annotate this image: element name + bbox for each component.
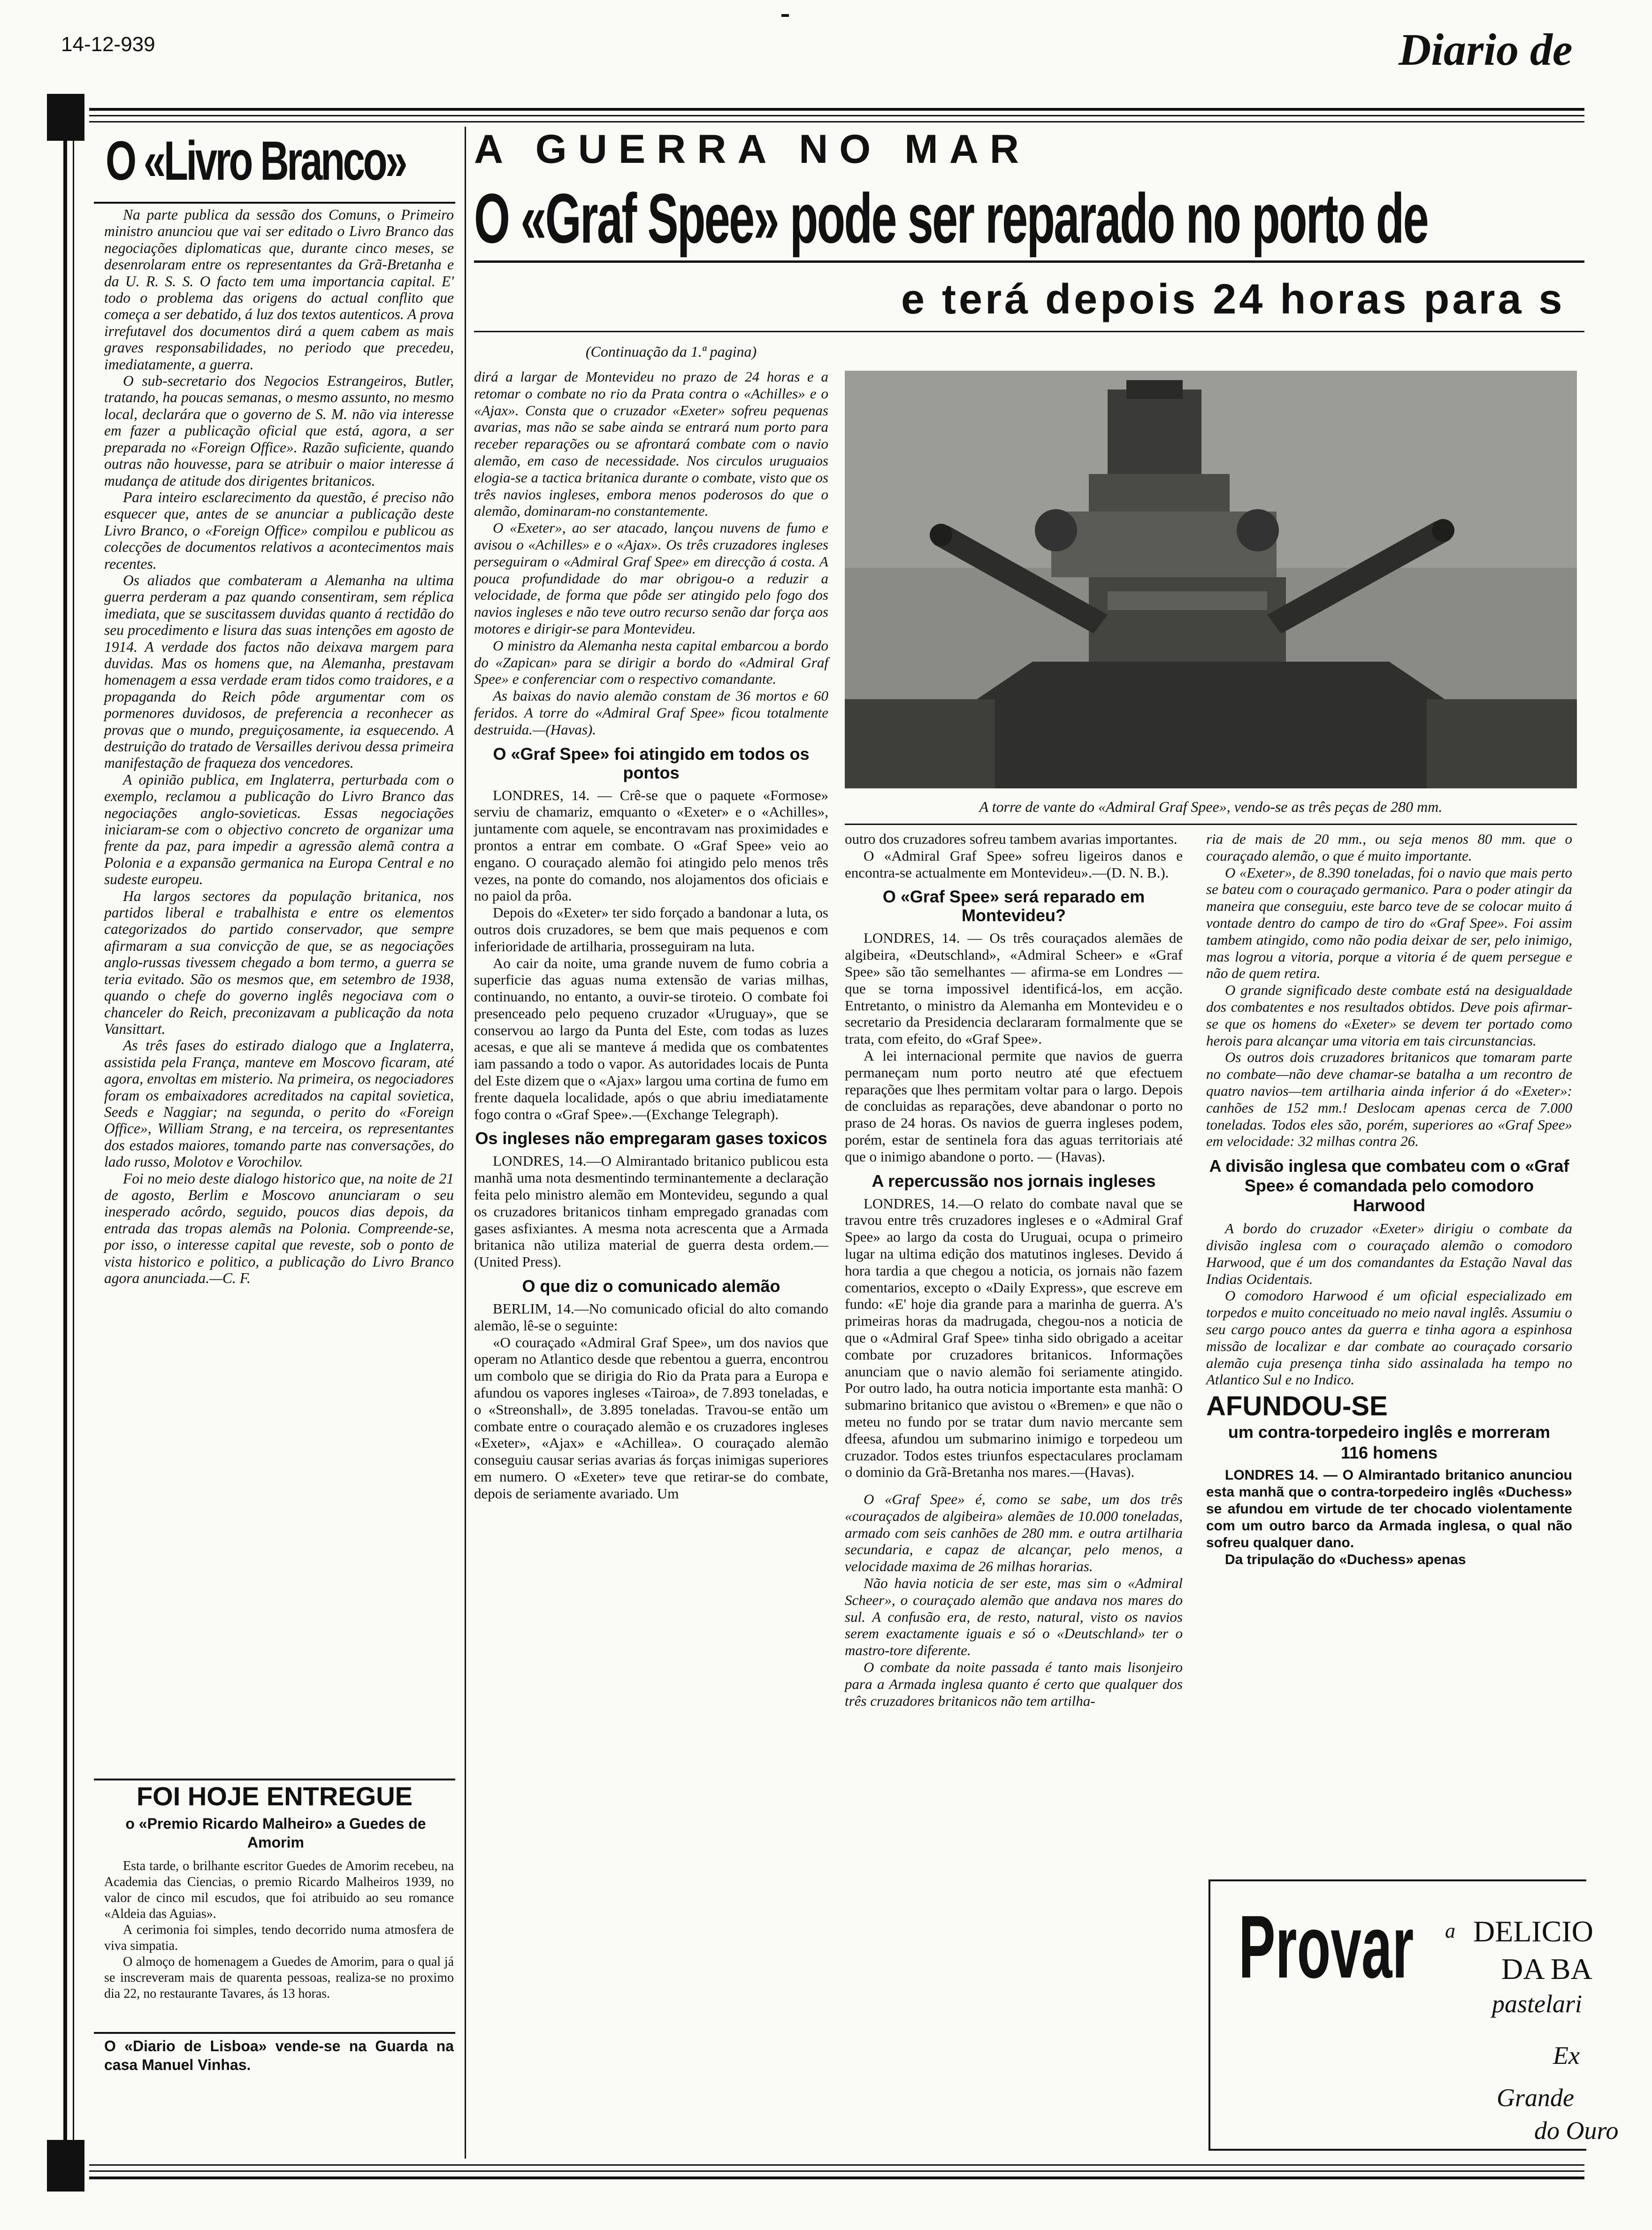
article-paragraph: O sub-secretario dos Negocios Estrangeiros, Butler, tratando, ha poucas semanas, o mesmo assunto, no mesmo local, declarára que o governo de S. M. não via interesse em fazer a publicação oficial que está, agora, a ser preparada no «Foreign Office». Razão suficiente, quando outras não houvesse, para se atribuir o maior interesse á mudança de atitude dos dirigentes britanicos.	[104, 373, 454, 489]
livro-branco-article	[104, 206, 454, 1286]
section-kicker: A GUERRA NO MAR	[474, 127, 1030, 172]
article-paragraph: As baixas do navio alemão constam de 36 mortos e 60 feridos. A torre do «Admiral Graf Spee» ficou totalmente destruida.—(Havas).	[474, 687, 828, 738]
col2-article	[474, 368, 828, 1502]
col-rule-1	[465, 127, 466, 2159]
ad-line1: DELICIO	[1473, 1915, 1593, 1948]
article-paragraph: A opinião publica, em Inglaterra, perturbada com o exemplo, reclamou a publicação do Livro Branco das negociações anglo-sovieticas. Essas negociações iniciaram-se com o objectivo concreto de organizar uma frente da paz, para impedir a agressão alemã contra a Polonia e a expansão germanica na Europa Central e no sudeste europeu.	[104, 771, 454, 888]
bottom-rule-1	[89, 2164, 1584, 2166]
battleship-turret-graphic	[845, 371, 1577, 788]
article-paragraph: Na parte publica da sessão dos Comuns, o Primeiro ministro anunciou que vai ser editado o Livro Branco das negociações diplomaticas que, durante cinco meses, se desenrolaram entre os representantes da Grã-Bretanha e da U. R. S. S. O facto tem uma importancia capital. E' todo o problema das origens do actual conflito que começa a ser debatido, á luz dos textos autenticos. A prova irrefutavel dos documentos dirá a quem cabem as mais graves responsabilidades, no periodo que precedeu, imediatamente, a guerra.	[104, 206, 454, 373]
page-date: 14-12-939	[61, 33, 155, 56]
bottom-rule-3	[89, 2177, 1584, 2179]
article-paragraph: Foi no meio deste dialogo historico que, na noite de 21 de agosto, Berlim e Moscovo anunciaram o seu inesperado acôrdo, seguido, poucos dias depois, da entrada das tropas alemãs na Polonia. Compreende-se, por isso, o interesse capital que reveste, sob o ponto de vista historico e politico, a publicação do Livro Branco agora anunciada.—C. F.	[104, 1170, 454, 1286]
top-rule	[89, 108, 1584, 111]
ad-line6: do Ouro	[1534, 2116, 1619, 2145]
article-paragraph: O grande significado deste combate está na desigualdade dos combatentes e nos resultados obtidos. Deve pois afirmar-se que os homens do «Exeter» se devem ter portado como herois para alcançar uma vitoria em tais circunstancias.	[1206, 982, 1572, 1049]
article-paragraph: As três fases do estirado dialogo que a Inglaterra, assistida pela França, manteve em Moscovo ficaram, até agora, envoltas em misterio. Na primeira, os negociadores foram os embaixadores acreditados na capital sovietica, Seeds e Naggiar; na segunda, o perito do «Foreign Office», William Strang, e na terceira, os representantes dos estados maiores, tomando parte nas conversações, do lado russo, Molotov e Vorochilov.	[104, 1037, 454, 1170]
article-paragraph: O combate da noite passada é tanto mais lisonjeiro para a Armada inglesa quanto é certo que qualquer dos três cruzadores britanicos não tem artilha-	[845, 1659, 1183, 1709]
photo-caption: A torre de vante do «Admiral Graf Spee», vendo-se as três peças de 280 mm.	[979, 798, 1443, 815]
article-paragraph: LONDRES, 14. — Os três couraçados alemães de algibeira, «Deutschland», «Admiral Scheer» e «Graf Spee» são tão semelhantes — afirma-se em Londres — que se torna impossivel identificá-los, em acção. Entretanto, o ministro da Alemanha em Montevideu e o secretario da Presidencia declararam formalmente que se trata, com efeito, do «Graf Spee».	[845, 930, 1183, 1047]
col4-article	[1206, 831, 1572, 1568]
caption-rule	[845, 824, 1577, 825]
subheadline-rule	[474, 331, 1584, 332]
afundou-body: LONDRES 14. — O Almirantado britanico anunciou esta manhã que o contra-torpedeiro inglês «Duchess» se afundou em virtude de ter chocado violentamente com um outro barco da Armada inglesa, o qual não sofreu qualquer dano.	[1206, 1467, 1572, 1551]
article-paragraph: outro dos cruzadores sofreu tambem avarias importantes.	[845, 831, 1178, 847]
article-paragraph: Não havia noticia de ser este, mas sim o «Admiral Scheer», o couraçado alemão que andava nos mares do sul. A confusão era, de resto, natural, visto os navios serem exactamente iguais e só o «Deutschland» ter o mastro-tore diferente.	[845, 1575, 1183, 1659]
ad-line5: Grande	[1497, 2084, 1574, 2112]
ad-line3: pastelari	[1492, 1990, 1583, 2018]
article-paragraph: Para inteiro esclarecimento da questão, é preciso não esquecer que, antes de se anunciar a publicação deste Livro Branco, o «Foreign Office» compilou e publicou as colecções de documentos relativos a acontecimentos mais recentes.	[104, 489, 454, 572]
subheading: A divisão inglesa que combateu com o «Graf Spee» é comandada pelo comodoro Harwood	[1209, 1156, 1569, 1215]
article-paragraph: LONDRES, 14. — Crê-se que o paquete «Formose» serviu de chamariz, emquanto o «Exeter» e o «Achilles», juntamente com aquele, se encontravam nas proximidades e prontos a entrar em combate. O «Graf Spee» veio ao engano. O couraçado alemão foi atingido pelo menos três vezes, na ponte do comando, nos alojamentos dos oficiais e no paiol da prôa.	[474, 787, 828, 904]
entregue-article	[104, 1858, 454, 2002]
note-rule	[94, 2032, 455, 2034]
left-border-thin	[73, 141, 74, 2163]
article-paragraph: LONDRES, 14.—O Almirantado britanico publicou esta manhã uma nota desmentindo terminantemente a declaração feita pelo ministro alemão em Montevideu, segundo a qual os cruzadores britanicos tinham empregado granadas com gases asfixiantes. A mesma nota acrescenta que a Armada britanica não utiliza material de guerra desta ordem.—(United Press).	[474, 1153, 828, 1270]
ad-line4: Ex	[1553, 2041, 1580, 2070]
subheading: O «Graf Spee» será reparado em Montevideu?	[882, 887, 1145, 925]
graf-spee-photo	[845, 371, 1577, 788]
subheading: O que diz o comunicado alemão	[522, 1276, 780, 1296]
article-paragraph: A lei internacional permite que navios de guerra permaneçam num porto neutro até que efectuem reparações que lhes permitam voltar para o largo. Depois de concluidas as reparações, deve abandonar o porto no praso de 24 horas. Os navios de guerra ingleses podem, porém, estar de sentinela fora das aguas territoriais até que o inimigo abandone o porto. — (Havas).	[845, 1047, 1183, 1165]
entregue-rule	[94, 1779, 455, 1780]
top-dash	[781, 14, 789, 17]
entregue-subtitle: o «Premio Ricardo Malheiro» a Guedes de Amorim	[125, 1815, 426, 1851]
subheading: A repercussão nos jornais ingleses	[872, 1171, 1156, 1191]
article-paragraph: O «Admiral Graf Spee» sofreu ligeiros danos e encontra-se actualmente em Montevideu».—(D. N. B.).	[845, 847, 1183, 881]
article-paragraph: O almoço de homenagem a Guedes de Amorim, para o qual já se inscreveram mais de quarenta pessoas, realiza-se no proximo dia 22, no restaurante Tavares, ás 13 horas.	[104, 1955, 454, 2001]
continuation-note: (Continuação da 1.ª pagina)	[585, 343, 757, 360]
afundou-subtitle: um contra-torpedeiro inglês e morreram 116 homens	[1228, 1422, 1551, 1463]
article-paragraph: LONDRES, 14.—O relato do combate naval que se travou entre três cruzadores ingleses e o «Admiral Graf Spee» ao largo da costa do Uruguai, ocupa o primeiro lugar na ultima edição dos matutinos ingleses. Devido á hora tardia a que chegou a noticia, os jornais não fazem comentarios, excepto o «Daily Express», que escreve em fundo: «E' hoje dia grande para a marinha de guerra. A's primeiras horas da madrugada, chegou-nos a noticia de que o «Admiral Graf Spee» tinha sido obrigado a aceitar combate por cruzadores britanicos. Informações anunciam que o navio alemão foi seriamente atingido. Por outro lado, ha outra noticia importante esta manhã: O submarino britanico que avistou o «Bremen» e que não o meteu no fundo por se tratar dum navio mercante sem dfeesa, afundou um submarino inimigo e torpedeou um cruzador. Todos estes triunfos espectaculares proclamam o dominio da Grã-Bretanha nos mares.—(Havas).	[845, 1195, 1183, 1481]
article-paragraph: Depois do «Exeter» ter sido forçado a bandonar a luta, os outros dois cruzadores, se bem que mais pequenos e com inferioridade de artilharia, prosseguiram na luta.	[474, 904, 828, 955]
main-headline: O «Graf Spee» pode ser reparado no porto de	[474, 179, 1428, 258]
article-paragraph: O «Exeter», de 8.390 toneladas, foi o navio que mais perto se bateu com o couraçado germanico. Para o poder atingir da maneira que conseguiu, este barco teve de se colocar muito á vontade dentro do campo de tiro do «Graf Spee». Foi assim tambem atingido, como não podia deixar de ser, pelo inimigo, mas logrou a vitoria, porque a vitoria é de quem persegue e não de quem retira.	[1206, 864, 1572, 982]
bottom-rule-2	[89, 2170, 1584, 2172]
livro-branco-title: O «Livro Branco»	[106, 130, 406, 192]
article-paragraph: BERLIM, 14.—No comunicado oficial do alto comando alemão, lê-se o seguinte:	[474, 1300, 828, 1334]
ad-provar-word: Provar	[1239, 1897, 1414, 1997]
article-paragraph: dirá a largar de Montevideu no prazo de 24 horas e a retomar o combate no rio da Prata contra o «Achilles» e o «Ajax». Consta que o cruzador «Exeter» sofreu pequenas avarias, mas não se sabe ainda se entrará num porto para receber reparações ou se afrontará combate com o navio alemão, em caso de necessidade. Nos circulos uruguaios elogia-se a tactica britanica durante o combate, visto que os três navios ingleses, embora menos poderosos do que o alemão, dominaram-no constantemente.	[474, 368, 828, 519]
corner-block-bottom	[47, 2140, 84, 2192]
main-subheadline: e terá depois 24 horas para s	[901, 276, 1565, 323]
headline-rule	[474, 260, 1584, 263]
left-border-thick	[63, 141, 67, 2163]
article-paragraph: A bordo do cruzador «Exeter» dirigiu o combate da divisão inglesa com o couraçado alemão o comodoro Harwood, que é um dos comandantes da Estação Naval das Indias Ocidentais.	[1206, 1220, 1572, 1287]
ad-a: a	[1445, 1919, 1455, 1942]
afundou-end: Da tripulação do «Duchess» apenas	[1225, 1552, 1466, 1568]
livro-branco-rule	[94, 202, 455, 204]
article-paragraph: Esta tarde, o brilhante escritor Guedes de Amorim recebeu, na Academia das Ciencias, o premio Ricardo Malheiros 1939, no valor de cinco mil escudos, que foi atribuido ao seu romance «Aldeia das Aguias».	[104, 1859, 454, 1921]
masthead: Diario de	[1399, 24, 1573, 75]
article-paragraph: Os outros dois cruzadores britanicos que tomaram parte no combate—não deve chamar-se batalha a um recontro de quatro navios—tem artilharia ainda inferior á do «Exeter»: canhões de 152 mm.! Deslocam apenas cerca de 7.000 toneladas. Todos eles são, porém, superiores ao «Graf Spee» em velocidade: 32 milhas contra 26.	[1206, 1049, 1572, 1150]
article-paragraph: Ao cair da noite, uma grande nuvem de fumo cobria a superficie das aguas numa extensão de varias milhas, continuando, no entanto, a ouvir-se tiroteio. O combate foi presenceado pelo pequeno cruzador «Uruguay», que se conservou ao largo da Punta del Este, com todas as luzes acesas, e que ali se manteve á medida que os combatentes iam passando a todo o vapor. As autoridades locais de Punta del Este dizem que o «Ajax» largou uma cortina de fumo em frente daquela localidade, após o que abriu imediatamente fogo contra o «Graf Spee».—(Exchange Telegraph).	[474, 955, 828, 1123]
corner-block-top	[47, 94, 84, 141]
diario-note: O «Diario de Lisboa» vende-se na Guarda na casa Manuel Vinhas.	[104, 2038, 454, 2073]
article-paragraph: «O couraçado «Admiral Graf Spee», um dos navios que operam no Atlantico desde que rebentou a guerra, encontrou um combolo que se dirigia do Rio da Prata para a Europa e afundou os vapores ingleses «Tairoa», de 7.893 toneladas, e o «Streonshall», de 3.895 toneladas. Travou-se então um combate entre o couraçado alemão e os cruzadores ingleses «Exeter», «Ajax» e «Achillea». O couraçado alemão conseguiu causar serias avarias ás forças inimigas superiores em numero. O «Exeter» teve que retirar-se do combate, depois de seriamente avariado. Um	[474, 1334, 828, 1502]
subheading: O «Graf Spee» foi atingido em todos os pontos	[493, 744, 810, 782]
article-paragraph: O «Exeter», ao ser atacado, lançou nuvens de fumo e avisou o «Achilles» e o «Ajax». Os três cruzadores ingleses perseguiram o «Admiral Graf Spee» em direcção á costa. A pouca profundidade do mar obrigou-o a reduzir a velocidade, de forma que pôde ser atingido pelo fogo dos navios ingleses e não teve outro recurso senão dar força aos motores e dirigir-se para Montevideu.	[474, 519, 828, 637]
afundou-title: AFUNDOU-SE	[1206, 1391, 1388, 1422]
subheading: Os ingleses não empregaram gases toxicos	[475, 1129, 827, 1148]
article-paragraph: O ministro da Alemanha nesta capital embarcou a bordo do «Zapican» para se dirigir a bordo do «Admiral Graf Spee» e conferenciar com o respectivo comandante.	[474, 637, 828, 687]
article-paragraph: ria de mais de 20 mm., ou seja menos 80 mm. que o couraçado alemão, o que é muito importante.	[1206, 831, 1572, 864]
article-paragraph: Ha largos sectores da população britanica, nos partidos liberal e trabalhista e entre os elementos categorizados do partido conservador, que sempre afirmaram a sua convicção de que, se as negociações anglo-russas tivessem chegado a bom termo, a guerra se teria evitado. São os mesmos que, em setembro de 1938, quando o chefe do governo inglês negociava com o chanceler do Reich, preconizavam a publicação da nota Vansittart.	[104, 887, 454, 1037]
ad-line2: DA BA	[1501, 1952, 1592, 1986]
entregue-title: FOI HOJE ENTREGUE	[136, 1781, 413, 1811]
article-paragraph: A cerimonia foi simples, tendo decorrido numa atmosfera de viva simpatia.	[104, 1923, 454, 1953]
col3-article	[845, 831, 1183, 1709]
article-paragraph: O comodoro Harwood é um oficial especializado em torpedos e muito conceituado no meio naval inglês. Assumiu o seu cargo pouco antes da guerra e tinha agora a espinhosa missão de localizar e dar combate ao couraçado corsario alemão cuja presença tinha sido assinalada ha tempo no Atlantico Sul e no Indico.	[1206, 1287, 1572, 1388]
top-rule-3	[89, 121, 1584, 122]
article-paragraph: Os aliados que combateram a Alemanha na ultima guerra perderam a paz quando consentiram, sem réplica imediata, que se suscitassem duvidas quanto á rectidão do seu procedimento e lisura das suas intenções em agosto de 1914. A verdade dos factos não deixava margem para duvidas. Mas os homens que, na Alemanha, prestavam homenagem a essa verdade eram tidos como traidores, e a propaganda do Reich pôde argumentar com os pormenores duvidosos, de preferencia a reconhecer as provas que o mundo, preguiçosamente, ia esquecendo. A destruição do tratado de Versailles derivou dessa primeira manifestação de fraqueza dos vencedores.	[104, 572, 454, 771]
top-rule-2	[89, 115, 1584, 116]
article-paragraph: O «Graf Spee» é, como se sabe, um dos três «couraçados de algibeira» alemães de 10.000 toneladas, armado com seis canhões de 280 mm. e outra artilharia secundaria, e capaz de alcançar, pelo menos, a velocidade maxima de 26 milhas horarias.	[845, 1491, 1183, 1575]
provar-advertisement	[1208, 1879, 1619, 2151]
